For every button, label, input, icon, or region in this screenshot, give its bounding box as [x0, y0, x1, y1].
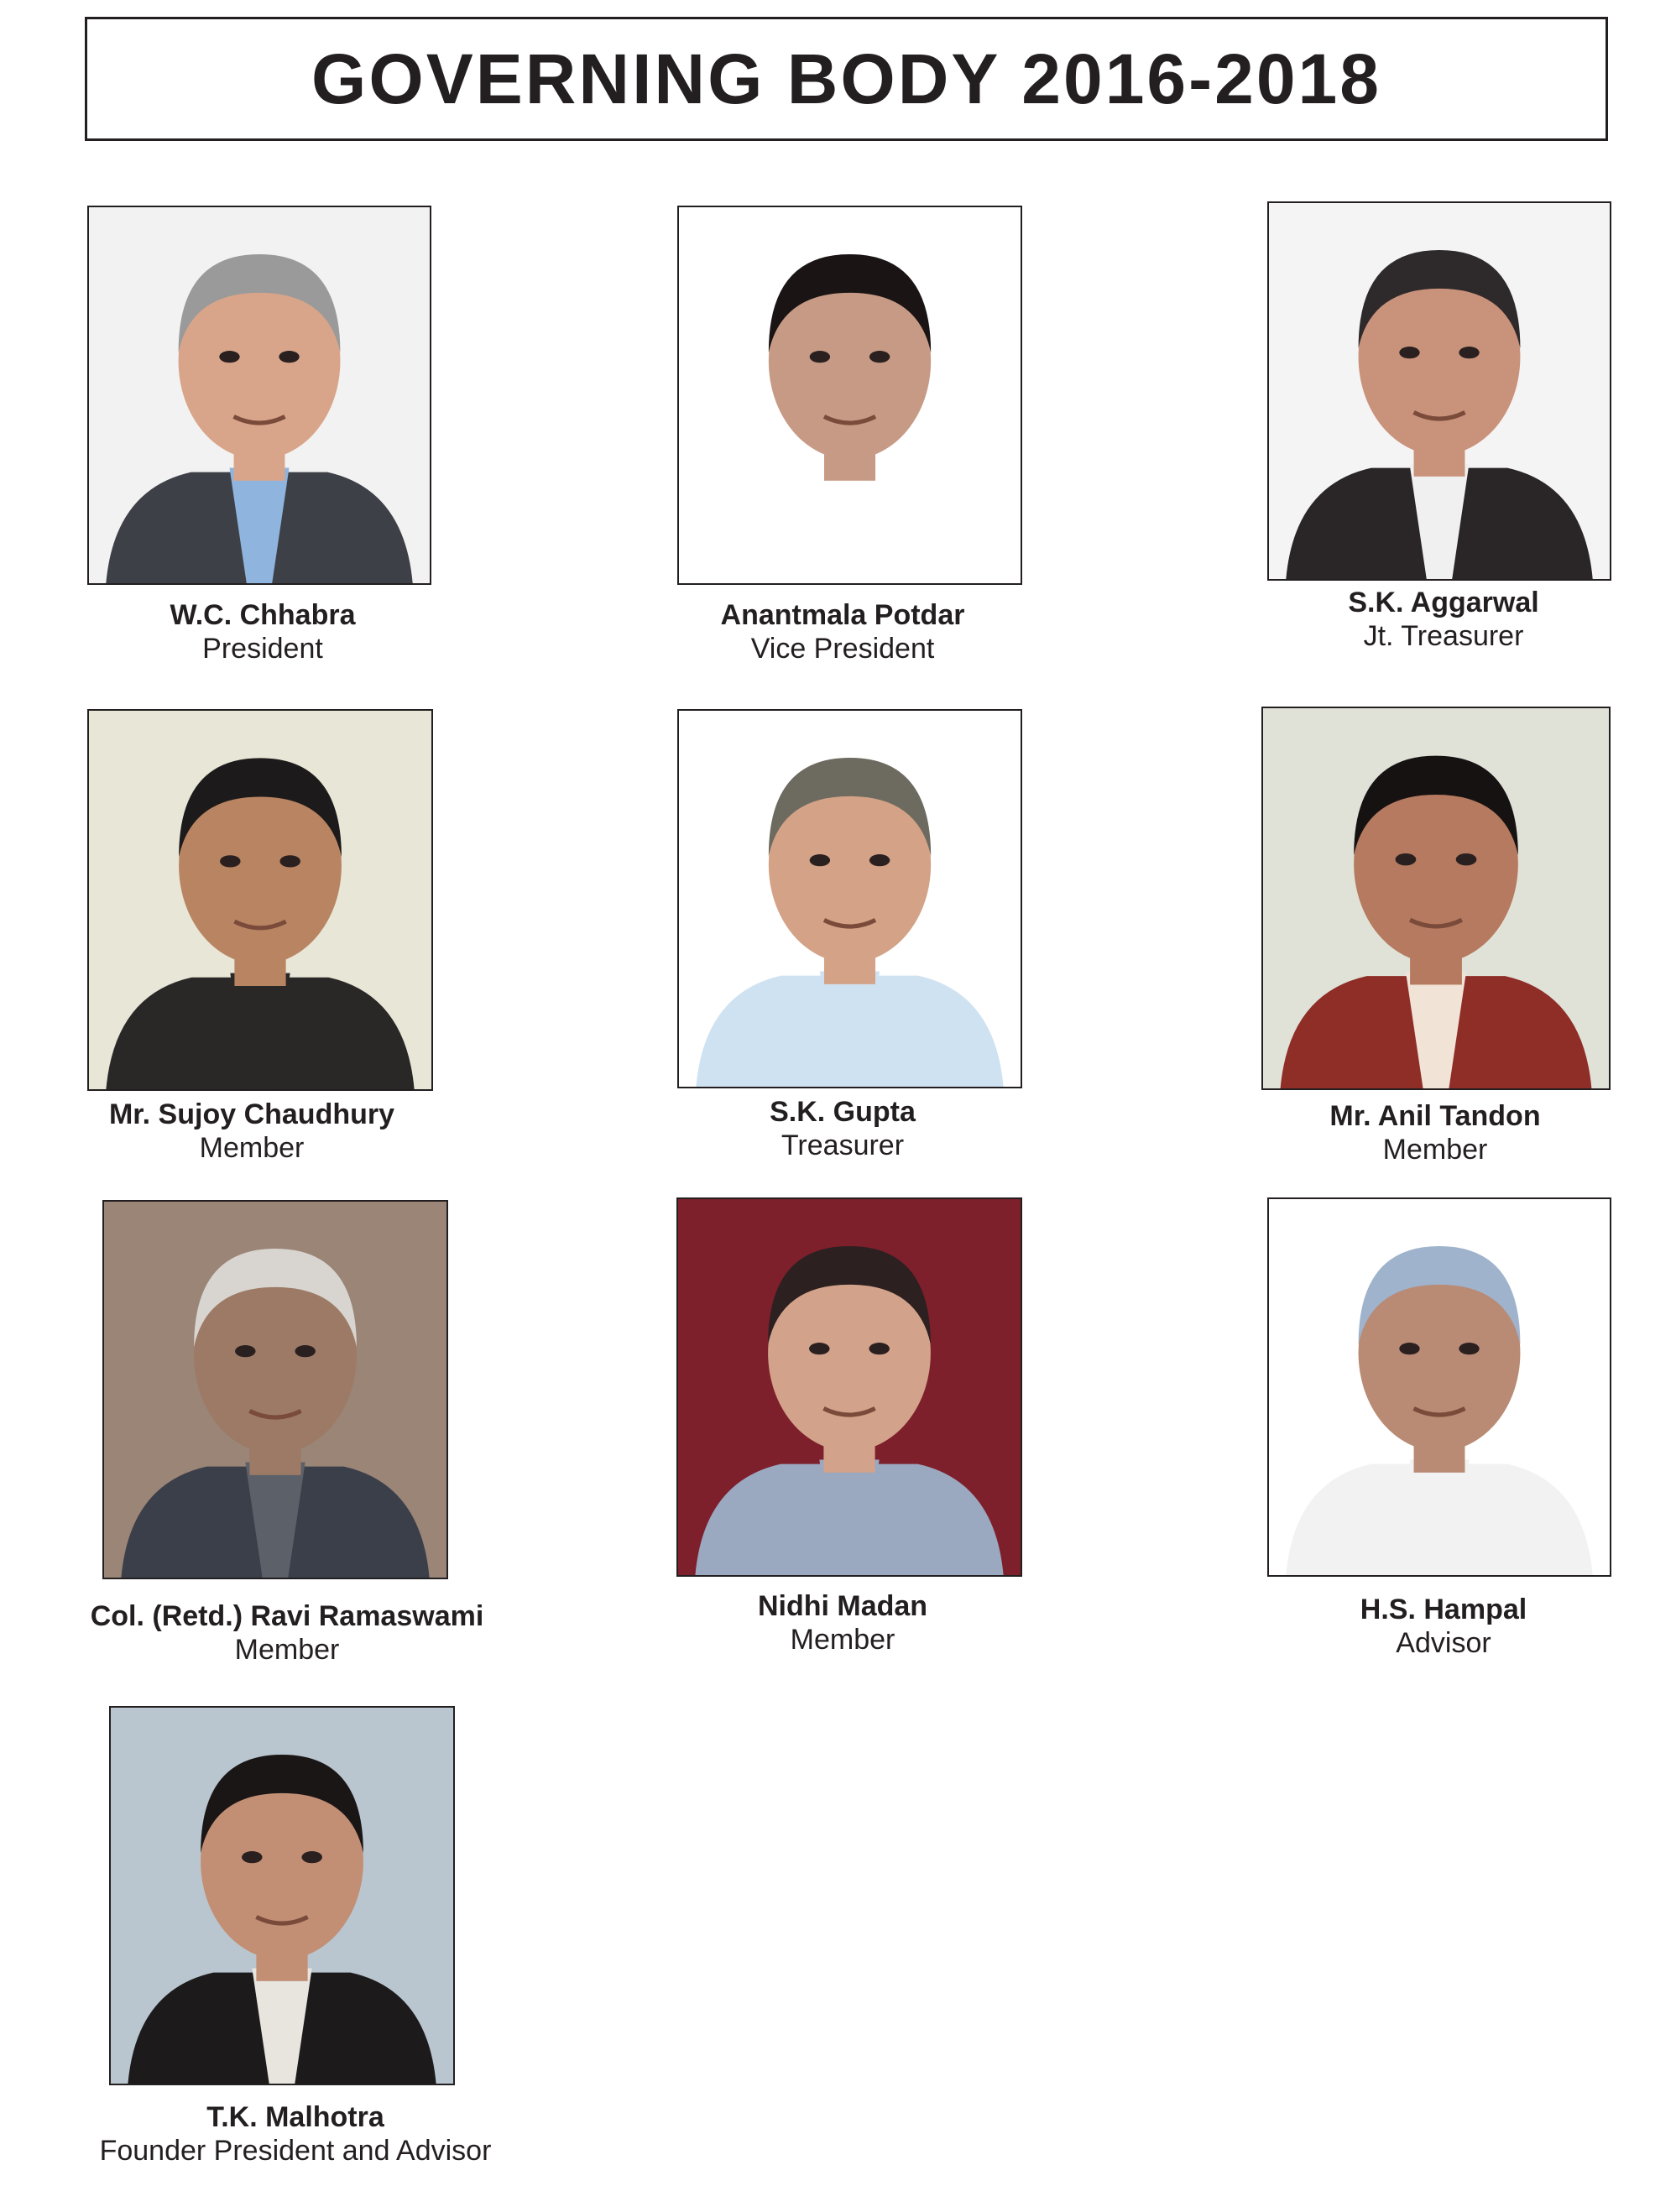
- title-box: [85, 17, 1608, 141]
- member-name: S.K. Aggarwal: [1348, 587, 1539, 618]
- member-role: Jt. Treasurer: [1363, 620, 1524, 652]
- portrait-eye: [301, 1851, 321, 1863]
- portrait-eye: [1399, 1343, 1419, 1354]
- portrait-image: [111, 1708, 453, 2084]
- portrait-image: [89, 207, 430, 583]
- portrait-eye: [1399, 347, 1419, 358]
- portrait-eye: [869, 1343, 889, 1354]
- member-photo: [87, 206, 431, 585]
- portrait-image: [1263, 708, 1609, 1088]
- member-photo: [1267, 201, 1611, 581]
- member-photo: [109, 1706, 455, 2085]
- page-title: GOVERNING BODY 2016-2018: [311, 39, 1381, 118]
- member-role: Vice President: [750, 633, 935, 665]
- member-name: W.C. Chhabra: [170, 599, 356, 631]
- portrait-eye: [279, 351, 299, 363]
- member-photo: [676, 1197, 1022, 1577]
- member-caption: [758, 1589, 927, 1656]
- member-role: Member: [234, 1634, 340, 1666]
- member-caption: [721, 598, 965, 665]
- portrait-eye: [279, 855, 300, 867]
- member-name: Col. (Retd.) Ravi Ramaswami: [90, 1600, 484, 1632]
- member-role: Member: [790, 1624, 895, 1656]
- portrait-image: [1269, 1199, 1610, 1575]
- portrait-eye: [1456, 853, 1477, 865]
- member-name: Nidhi Madan: [757, 1590, 928, 1622]
- member-photo: [677, 709, 1022, 1088]
- member-caption: [770, 1095, 916, 1162]
- member-caption: [170, 598, 355, 665]
- member-caption: [1360, 1593, 1527, 1660]
- member-name: Mr. Anil Tandon: [1329, 1100, 1541, 1132]
- member-role: Member: [199, 1132, 305, 1164]
- member-photo: [677, 206, 1022, 585]
- portrait-eye: [220, 855, 240, 867]
- member-photo: [1261, 707, 1611, 1090]
- portrait-eye: [869, 854, 890, 866]
- portrait-image: [679, 207, 1021, 583]
- portrait-image: [1269, 203, 1610, 579]
- portrait-eye: [810, 854, 830, 866]
- member-name: Mr. Sujoy Chaudhury: [108, 1098, 395, 1130]
- member-name: T.K. Malhotra: [206, 2101, 384, 2133]
- portrait-image: [678, 1199, 1021, 1575]
- member-role: Member: [1382, 1134, 1488, 1166]
- member-caption: [1348, 586, 1538, 653]
- portrait-eye: [219, 351, 239, 363]
- member-role: Treasurer: [781, 1129, 905, 1161]
- portrait-eye: [1396, 853, 1417, 865]
- portrait-image: [89, 711, 431, 1089]
- member-role: Advisor: [1396, 1627, 1491, 1659]
- portrait-eye: [810, 351, 830, 363]
- portrait-eye: [235, 1345, 255, 1357]
- member-role: President: [202, 633, 323, 665]
- portrait-eye: [1459, 347, 1479, 358]
- member-caption: [1329, 1099, 1540, 1166]
- member-photo: [87, 709, 433, 1091]
- portrait-eye: [295, 1345, 315, 1357]
- member-caption: [100, 2100, 492, 2168]
- member-photo: [1267, 1197, 1611, 1577]
- member-caption: [91, 1599, 484, 1667]
- portrait-image: [679, 711, 1021, 1087]
- member-role: Founder President and Advisor: [99, 2135, 492, 2167]
- portrait-eye: [869, 351, 890, 363]
- member-name: S.K. Gupta: [770, 1096, 916, 1128]
- member-caption: [109, 1098, 394, 1165]
- portrait-eye: [809, 1343, 829, 1354]
- portrait-eye: [1459, 1343, 1479, 1354]
- member-photo: [102, 1200, 448, 1579]
- portrait-eye: [242, 1851, 262, 1863]
- portrait-image: [104, 1202, 446, 1578]
- member-name: H.S. Hampal: [1360, 1594, 1527, 1625]
- member-name: Anantmala Potdar: [720, 599, 965, 631]
